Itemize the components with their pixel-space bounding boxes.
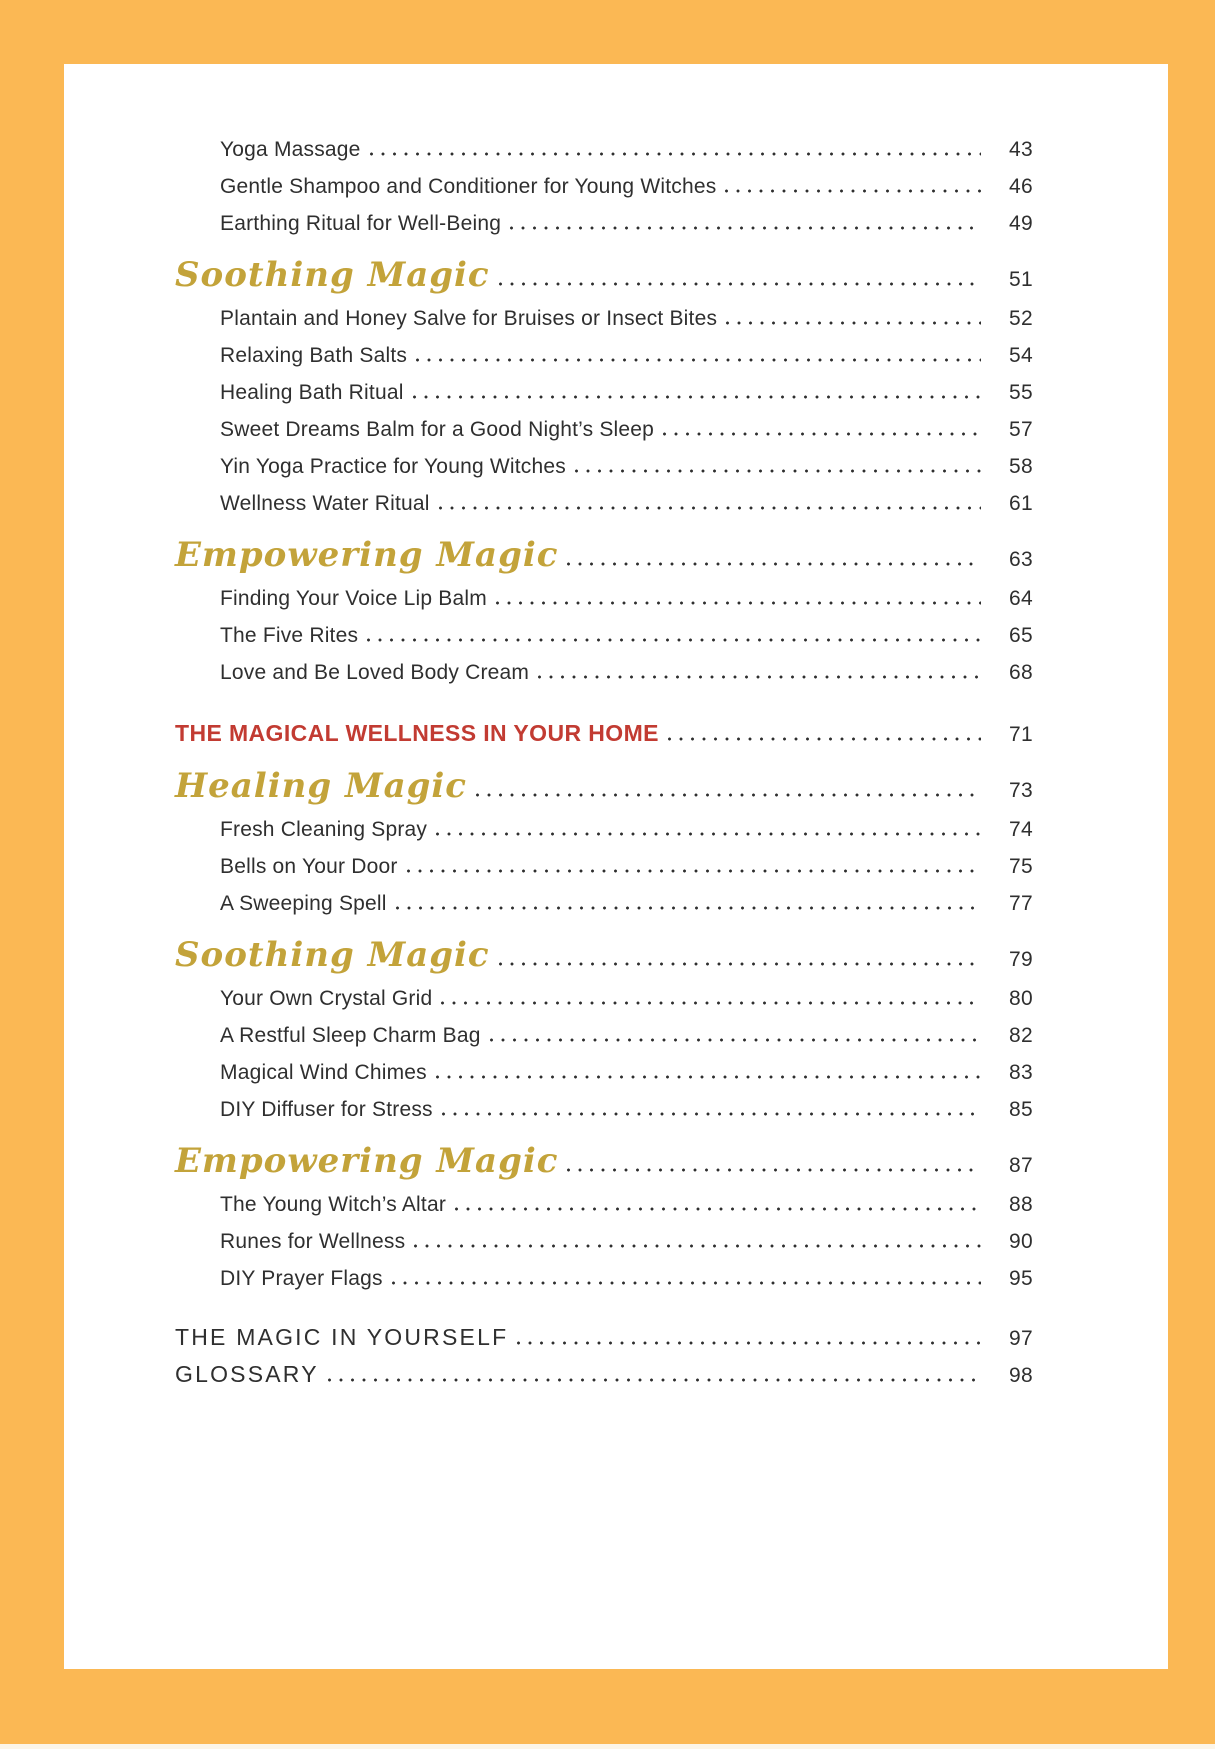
toc-page-number: 58 <box>1009 455 1033 478</box>
toc-label: A Restful Sleep Charm Bag <box>220 1024 481 1047</box>
toc-section-heading-row <box>175 1136 1033 1186</box>
toc-label: Love and Be Loved Body Cream <box>220 661 530 684</box>
toc-page-number: 73 <box>1009 779 1033 802</box>
toc-section-heading-row <box>175 930 1033 980</box>
dot-leader <box>370 152 981 156</box>
toc-entry-row <box>175 300 1033 337</box>
toc-label: Sweet Dreams Balm for a Good Night’s Sleep <box>220 418 655 441</box>
toc-page-number: 75 <box>1009 855 1033 878</box>
toc-page-number: 63 <box>1009 548 1033 571</box>
toc-entry-row <box>175 1017 1033 1054</box>
dot-leader <box>476 793 981 797</box>
toc-page-number: 68 <box>1009 661 1033 684</box>
table-of-contents <box>64 64 1168 1393</box>
toc-entry-row <box>175 1260 1033 1297</box>
dot-leader <box>510 226 981 230</box>
toc-label: Healing Magic <box>175 766 468 806</box>
toc-page-number: 74 <box>1009 818 1033 841</box>
toc-section-heading-row <box>175 530 1033 580</box>
toc-entry-row <box>175 374 1033 411</box>
toc-page <box>64 64 1168 1669</box>
dot-leader <box>396 906 981 910</box>
toc-label: Empowering Magic <box>175 535 559 575</box>
toc-section-heading-row <box>175 761 1033 811</box>
toc-label: Gentle Shampoo and Conditioner for Young Witches <box>220 175 717 198</box>
toc-entry-row <box>175 337 1033 374</box>
toc-page-number: 43 <box>1009 138 1033 161</box>
dot-leader <box>725 189 981 193</box>
toc-page-number: 57 <box>1009 418 1033 441</box>
toc-page-number: 77 <box>1009 892 1033 915</box>
toc-page-number: 64 <box>1009 587 1033 610</box>
toc-label: Yin Yoga Practice for Young Witches <box>220 455 566 478</box>
toc-entry-row <box>175 654 1033 691</box>
toc-page-number: 52 <box>1009 307 1033 330</box>
toc-page-number: 87 <box>1009 1154 1033 1177</box>
toc-label: THE MAGIC IN YOURSELF <box>175 1324 509 1350</box>
dot-leader <box>455 1207 981 1211</box>
toc-page-number: 85 <box>1009 1098 1033 1121</box>
toc-label: Soothing Magic <box>175 935 490 975</box>
dot-leader <box>538 675 981 679</box>
toc-label: Earthing Ritual for Well-Being <box>220 212 502 235</box>
toc-entry-row <box>175 1223 1033 1260</box>
dot-leader <box>490 1038 981 1042</box>
toc-label: Relaxing Bath Salts <box>220 344 408 367</box>
toc-page-number: 82 <box>1009 1024 1033 1047</box>
toc-page-number: 88 <box>1009 1193 1033 1216</box>
toc-entry-row <box>175 1186 1033 1223</box>
toc-page-number: 97 <box>1009 1327 1033 1350</box>
toc-entry-row <box>175 848 1033 885</box>
toc-label: The Young Witch’s Altar <box>220 1193 447 1216</box>
toc-page-number: 49 <box>1009 212 1033 235</box>
toc-label: Runes for Wellness <box>220 1230 406 1253</box>
toc-page-number: 90 <box>1009 1230 1033 1253</box>
toc-part-heading-row <box>175 713 1033 753</box>
dot-leader <box>414 1244 981 1248</box>
toc-chapter-heading-row <box>175 1356 1033 1393</box>
dot-leader <box>575 469 981 473</box>
dot-leader <box>567 562 981 566</box>
toc-chapter-heading-row <box>175 1319 1033 1356</box>
toc-entry-row <box>175 980 1033 1017</box>
toc-label: THE MAGICAL WELLNESS IN YOUR HOME <box>175 720 659 746</box>
toc-label: Healing Bath Ritual <box>220 381 404 404</box>
toc-label: Yoga Massage <box>220 138 361 161</box>
dot-leader <box>407 869 981 873</box>
toc-label: The Five Rites <box>220 624 359 647</box>
toc-label: Wellness Water Ritual <box>220 492 430 515</box>
toc-entry-row <box>175 885 1033 922</box>
toc-label: GLOSSARY <box>175 1361 319 1387</box>
dot-leader <box>436 1075 981 1079</box>
dot-leader <box>328 1378 981 1382</box>
toc-page-number: 51 <box>1009 268 1033 291</box>
toc-entry-row <box>175 205 1033 242</box>
toc-entry-row <box>175 448 1033 485</box>
toc-label: Empowering Magic <box>175 1141 559 1181</box>
dot-leader <box>517 1341 981 1345</box>
dot-leader <box>567 1168 981 1172</box>
dot-leader <box>367 638 981 642</box>
toc-page-number: 98 <box>1009 1364 1033 1387</box>
toc-label: Bells on Your Door <box>220 855 398 878</box>
dot-leader <box>499 962 981 966</box>
dot-leader <box>439 506 981 510</box>
dot-leader <box>668 737 981 741</box>
toc-label: Soothing Magic <box>175 255 490 295</box>
toc-page-number: 80 <box>1009 987 1033 1010</box>
toc-label: Magical Wind Chimes <box>220 1061 427 1084</box>
toc-label: Your Own Crystal Grid <box>220 987 433 1010</box>
dot-leader <box>499 282 981 286</box>
toc-page-number: 65 <box>1009 624 1033 647</box>
dot-leader <box>441 1001 981 1005</box>
dot-leader <box>416 358 981 362</box>
toc-page-number: 46 <box>1009 175 1033 198</box>
toc-entry-row <box>175 131 1033 168</box>
toc-entry-row <box>175 168 1033 205</box>
toc-entry-row <box>175 811 1033 848</box>
toc-page-number: 79 <box>1009 948 1033 971</box>
toc-entry-row <box>175 1091 1033 1128</box>
toc-page-number: 95 <box>1009 1267 1033 1290</box>
dot-leader <box>392 1281 981 1285</box>
toc-page-number: 61 <box>1009 492 1033 515</box>
toc-label: A Sweeping Spell <box>220 892 387 915</box>
toc-page-number: 71 <box>1009 723 1033 746</box>
toc-section-heading-row <box>175 250 1033 300</box>
toc-label: DIY Diffuser for Stress <box>220 1098 433 1121</box>
dot-leader <box>663 432 981 436</box>
dot-leader <box>496 601 981 605</box>
toc-label: Plantain and Honey Salve for Bruises or Insect Bites <box>220 307 718 330</box>
toc-entry-row <box>175 617 1033 654</box>
toc-page-number: 83 <box>1009 1061 1033 1084</box>
dot-leader <box>726 321 981 325</box>
toc-label: Finding Your Voice Lip Balm <box>220 587 487 610</box>
toc-entry-row <box>175 485 1033 522</box>
toc-page-number: 54 <box>1009 344 1033 367</box>
dot-leader <box>413 395 981 399</box>
toc-label: DIY Prayer Flags <box>220 1267 383 1290</box>
page-edge-strip <box>0 1744 1215 1749</box>
toc-entry-row <box>175 411 1033 448</box>
toc-page-number: 55 <box>1009 381 1033 404</box>
toc-entry-row <box>175 580 1033 617</box>
toc-label: Fresh Cleaning Spray <box>220 818 428 841</box>
dot-leader <box>442 1112 981 1116</box>
dot-leader <box>436 832 981 836</box>
toc-entry-row <box>175 1054 1033 1091</box>
